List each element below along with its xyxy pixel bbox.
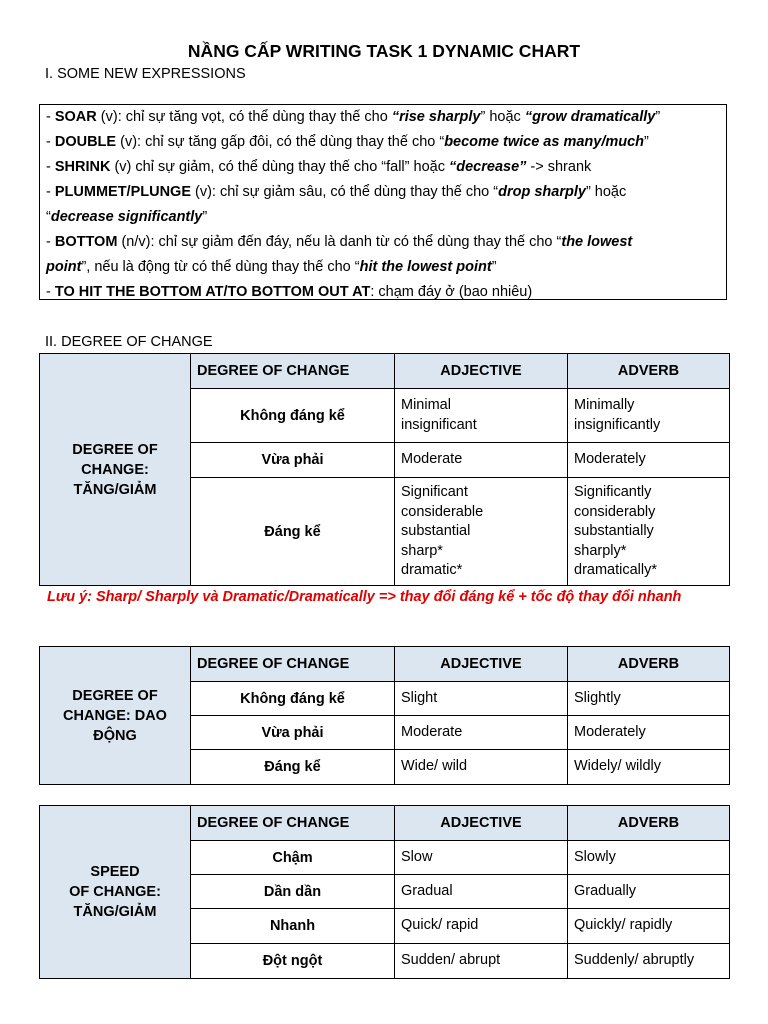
expression-synonym: the lowest [561,234,633,250]
section-heading-degree: II. DEGREE OF CHANGE [45,334,213,350]
adverb-cell: Minimally insignificantly [568,389,730,443]
table-side-label: DEGREE OF CHANGE: TĂNG/GIẢM [40,354,191,586]
expression-text: (v) chỉ sự giảm, có thể dùng thay thế cho “fall” hoặc [110,159,449,175]
header-adjective: ADJECTIVE [395,806,568,841]
expression-line [46,180,720,205]
expression-line [46,230,720,255]
adjective-cell: Moderate [395,716,568,750]
adverb-cell: Widely/ wildly [568,750,730,785]
expression-text: ” hoặc [585,184,627,200]
expression-line [46,130,720,155]
expression-text: ” hoặc [480,109,525,125]
expression-text: ”, nếu là động từ có thể dùng thay thế cho “ [81,259,360,275]
expression-text: ” [655,109,661,125]
degree-cell: Vừa phải [191,716,395,750]
degree-cell: Đáng kể [191,750,395,785]
adverb-cell: Gradually [568,875,730,909]
expression-text: ” [202,209,208,225]
expression-term: SHRINK [54,159,111,175]
expression-text: (n/v): chỉ sự giảm đến đáy, nếu là danh từ có thể dùng thay thế cho “ [117,234,562,250]
adverb-cell: Slightly [568,682,730,716]
adverb-cell: Significantly considerably substantially sharply* dramatically* [568,478,730,586]
expression-term: SOAR [54,109,97,125]
adjective-cell: Slow [395,841,568,875]
header-adjective: ADJECTIVE [395,354,568,389]
expression-term: DOUBLE [54,134,117,150]
expression-synonym: hit the lowest point [359,259,492,275]
degree-cell: Không đáng kể [191,682,395,716]
adjective-cell: Wide/ wild [395,750,568,785]
expressions-box [39,104,727,300]
expression-synonym: “decrease” [449,159,527,175]
speed-of-change-table [39,805,730,979]
adjective-cell: Moderate [395,443,568,478]
expression-line [46,105,720,130]
adverb-cell: Moderately [568,716,730,750]
expression-text: - [46,109,55,125]
expression-term: BOTTOM [54,234,118,250]
adjective-cell: Quick/ rapid [395,909,568,944]
expression-text: - [46,134,55,150]
expression-text: - [46,159,55,175]
adjective-cell: Gradual [395,875,568,909]
degree-cell: Không đáng kể [191,389,395,443]
expression-text: -> shrank [526,159,592,175]
expression-text: : chạm đáy ở (bao nhiêu) [370,284,533,300]
expression-synonym: “grow dramatically [524,109,656,125]
expression-term: PLUMMET/PLUNGE [54,184,191,200]
degree-cell: Đáng kể [191,478,395,586]
table-side-label: SPEED OF CHANGE: TĂNG/GIẢM [40,806,191,979]
header-adverb: ADVERB [568,354,730,389]
expression-synonym: decrease significantly [50,209,203,225]
expression-text: (v): chỉ sự tăng vọt, có thể dùng thay thế cho [96,109,392,125]
note-text: Lưu ý: Sharp/ Sharply và Dramatic/Dramatically => thay đổi đáng kể + tốc độ thay đổi nhanh [47,589,682,605]
expression-synonym: point [46,259,82,275]
degree-cell: Chậm [191,841,395,875]
adjective-cell: Significant considerable substantial sharp* dramatic* [395,478,568,586]
expression-text: (v): chỉ sự giảm sâu, có thể dùng thay thế cho “ [191,184,499,200]
expression-line [46,155,720,180]
adverb-cell: Slowly [568,841,730,875]
adverb-cell: Suddenly/ abruptly [568,944,730,979]
adjective-cell: Slight [395,682,568,716]
expression-line [46,205,720,230]
header-degree: DEGREE OF CHANGE [191,647,395,682]
header-adjective: ADJECTIVE [395,647,568,682]
expression-term: TO HIT THE BOTTOM AT/TO BOTTOM OUT AT [54,284,371,300]
expression-synonym: drop sharply [498,184,586,200]
expression-line [46,280,720,305]
expression-text: - [46,284,55,300]
expression-text: ” [491,259,497,275]
expression-text: - [46,234,55,250]
expression-text: ” [644,134,649,150]
expression-text: “ [46,209,51,225]
adverb-cell: Quickly/ rapidly [568,909,730,944]
header-adverb: ADVERB [568,806,730,841]
degree-cell: Nhanh [191,909,395,944]
page-title: NẦNG CẤP WRITING TASK 1 DYNAMIC CHART [187,41,581,61]
table-side-label: DEGREE OF CHANGE: DAO ĐỘNG [40,647,191,785]
degree-cell: Đột ngột [191,944,395,979]
header-degree: DEGREE OF CHANGE [191,354,395,389]
expression-text: - [46,184,55,200]
adverb-cell: Moderately [568,443,730,478]
degree-cell: Vừa phải [191,443,395,478]
degree-table-increase-decrease [39,353,730,586]
expression-synonym: “rise sharply [391,109,481,125]
degree-table-fluctuation [39,646,730,785]
header-degree: DEGREE OF CHANGE [191,806,395,841]
adjective-cell: Sudden/ abrupt [395,944,568,979]
degree-cell: Dần dần [191,875,395,909]
expression-text: (v): chỉ sự tăng gấp đôi, có thể dùng thay thế cho “ [116,134,445,150]
expression-line [46,255,720,280]
adjective-cell: Minimal insignificant [395,389,568,443]
expression-synonym: become twice as many/much [444,134,645,150]
header-adverb: ADVERB [568,647,730,682]
section-heading-expressions: I. SOME NEW EXPRESSIONS [45,66,246,82]
